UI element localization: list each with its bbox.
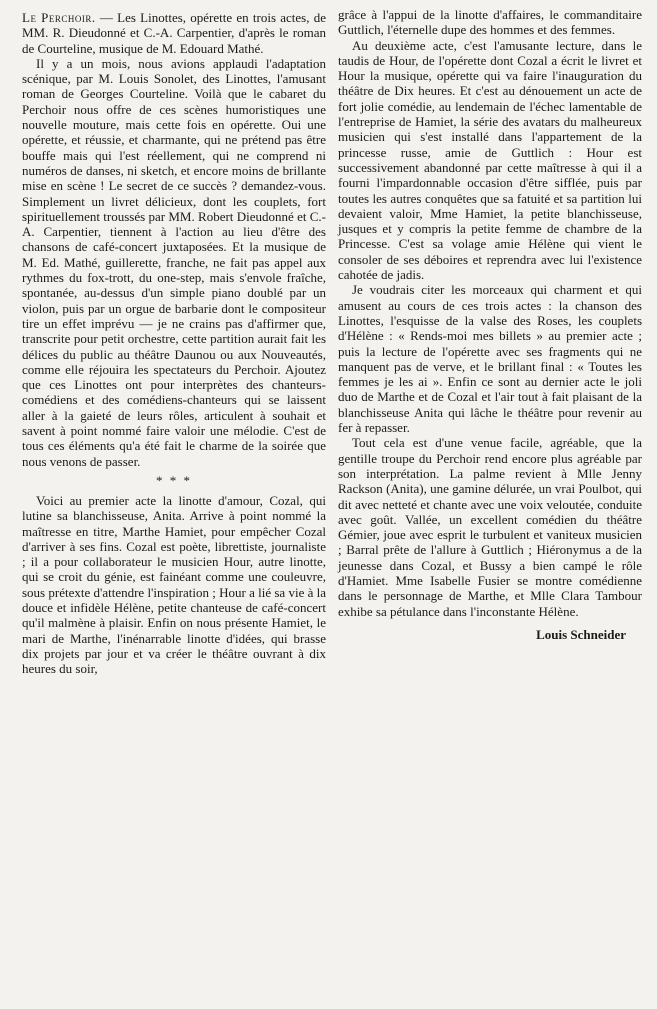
venue-name: Le Perchoir. — [22, 10, 96, 25]
column-left — [22, 10, 326, 1001]
author-signature: Louis Schneider — [536, 626, 626, 642]
column-right — [338, 7, 642, 1001]
article-paragraph: Voici au premier acte la linotte d'amour, Cozal, qui lutine sa blanchisseuse, Anita. Arrive à point nommé la maîtresse en titre, Marthe Hamiet, pour empêcher Cozal d'arriver à ses fins. Cozal est poète, librettiste, journaliste ; il a pour collaborateur le musicien Hour, autre linotte, qui se croit du génie, est fainéant comme une couleuvre, sous prétexte d'attendre l'inspiration ; Hour a lié sa vie à la douce et infidèle Hélène, petite chanteuse de café-concert qu'il malmène à plaisir. Enfin on nous présente Hamiet, le mari de Marthe, l'inénarrable linotte d'idées, qui brasse dix projets par jour et va créer le théâtre ouvrant à dix heures du soir, — [22, 492, 326, 677]
article-intro: — Les Linottes, opérette en trois actes, de MM. R. Dieudonné et C.-A. Carpentier, d'après le roman de Courteline, musique de M. Edouard Mathé. — [22, 10, 327, 56]
article-paragraph: Au deuxième acte, c'est l'amusante lecture, dans le taudis de Hour, de l'opérette dont Cozal a écrit le livret et Hour la musique, opérette qui va faire l'inauguration du théâtre de Dix heures. Et c'est au dénouement un acte de fort jolie comédie, au lendemain de l'échec lamentable de l'entreprise de Hamiet, la série des avatars du malheureux musicien qui s'est installé dans l'appartement de la princesse russe, amie de Guttlich : Hour est successivement abandonné par cette maîtresse à qui il a fourni l'impardonnable occasion d'être sifflée, puis par toutes les autres conquêtes que sa fatuité et sa partition lui devaient valoir, Mme Hamiet, la petite blanchisseuse, jusques et y compris la petite femme de chambre de la Princesse. C'est sa volage amie Hélène qui vient le consoler de ses déboires et reprendra avec lui l'existence cahotée de jadis. — [338, 37, 642, 283]
section-separator: * * * — [156, 472, 192, 488]
article-paragraph: Je voudrais citer les morceaux qui charment et qui amusent au cours de ces trois actes : la chanson des Linottes, l'esquisse de la valse des Roses, les couplets d'Hélène : « Rends-moi mes billets » au premier acte ; puis la lecture de l'opérette avec ses fragments qui ne manquent pas de verve, et le brillant final : « Toutes les femmes je les ai ». Enfin ce sont au dernier acte le joli duo de Marthe et de Cozal et l'air tout à fait plaisant de la blanchisseuse Anita qui lâche le théâtre pour revenir au fer à repasser. — [338, 282, 642, 436]
article-paragraph: Il y a un mois, nous avions applaudi l'adaptation scénique, par M. Louis Sonolet, des Linottes, l'amusant roman de Georges Courteline. Voilà que le cabaret du Perchoir nous offre de ces scènes humoristiques une nouvelle mouture, mais cette fois en opérette. Oui une opérette, et réussie, et charmante, qui ne prétend pas être bouffe mais qui l'est réellement, qui ne comprend ni numéros de danses, ni sketch, et encore moins de brillante mise en scène ! Le secret de ce succès ? demandez-vous. Simplement un livret délicieux, dont les couplets, fort spirituellement troussés par MM. Robert Dieudonné et C.-A. Carpentier, tiennent à l'action au lieu d'être des chansons de café-concert juxtaposées. Et la musique de M. Ed. Mathé, guillerette, franche, ne fait pas appel aux rythmes du fox-trott, du one-step, mais s'envole fraîche, spontanée, au-dessus d'un simple piano doublé par un violon, puis par un orgue de barbarie dont le compositeur tire un effet imprévu — je ne crains pas d'affirmer que, transcrite pour petit orchestre, cette partition aurait fait les délices du public au théâtre Daunou ou aux Nouveautés, comme elle réjouira les spectateurs du Perchoir. Ajoutez que ces Linottes ont pour interprètes des chanteurs-comédiens et des comédiens-chanteurs qui se laissent aller à la gaieté de leurs rôles, articulent à souhait et savent à point nommé faire valoir une mélodie. C'est de tous ces éléments qu'a été fait le charme de la soirée que nous venons de passer. — [22, 55, 326, 469]
article-paragraph: Tout cela est d'une venue facile, agréable, que la gentille troupe du Perchoir rend encore plus agréable par son interprétation. La palme revient à Mlle Jenny Rackson (Anita), une gamine délurée, un vrai Poulbot, qui dit avec netteté et chante avec une voix veloutée, conduite avec goût. Vallée, un excellent comédien du théâtre Gémier, joue avec esprit le turbulent et vaniteux musicien ; Barral prête de l'allure à Guttlich ; Hiéronymus a de la jeunesse dans Cozal, et Bussy a bien campé le rôle d'Hamiet. Mme Isabelle Fusier se montre comédienne dans le personnage de Marthe, et Mlle Clara Tambour exhibe sa pétulance dans l'inconstante Hélène. — [338, 435, 642, 619]
article-paragraph: grâce à l'appui de la linotte d'affaires, le commanditaire Guttlich, l'éternelle dupe des hommes et des femmes. — [338, 7, 642, 38]
article-lead — [22, 10, 326, 56]
